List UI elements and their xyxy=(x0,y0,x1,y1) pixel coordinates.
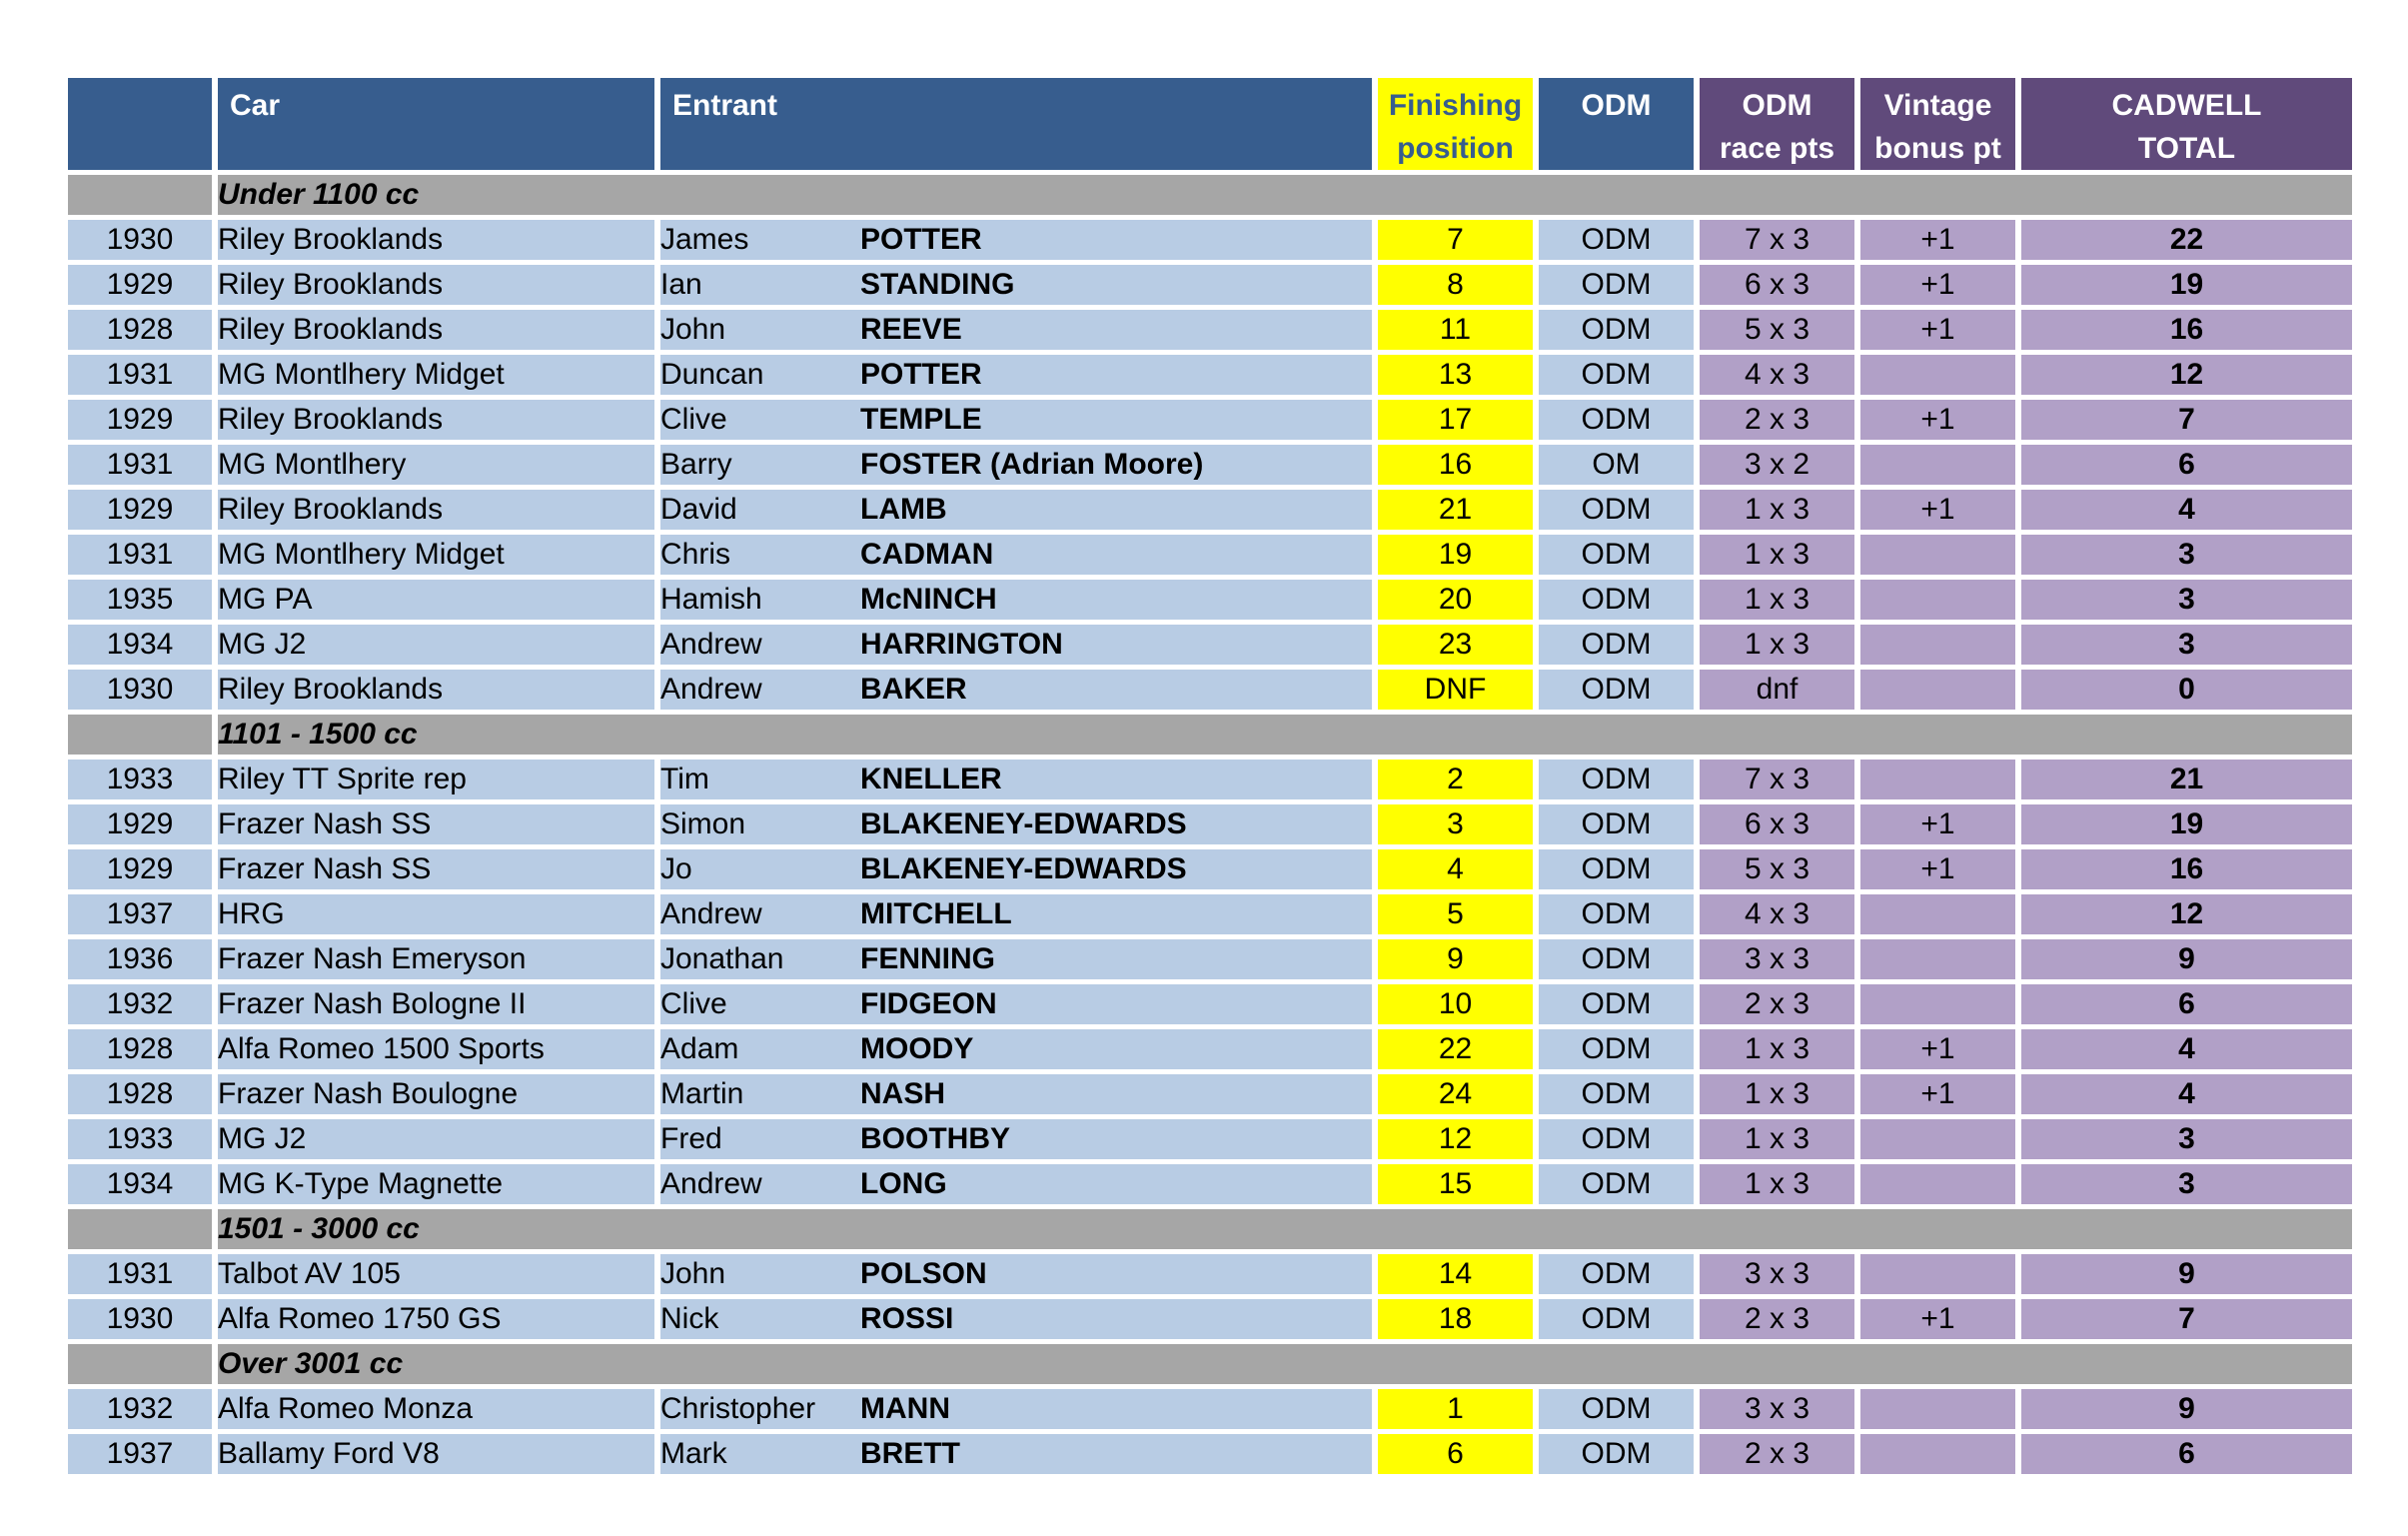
odm-cell: ODM xyxy=(1539,760,1694,799)
entrant-cell xyxy=(660,984,1372,1024)
entrant-first-name: Clive xyxy=(660,987,727,1020)
odm-cell: ODM xyxy=(1539,939,1694,979)
odm-cell: ODM xyxy=(1539,355,1694,395)
year-cell: 1934 xyxy=(68,625,212,665)
table-row xyxy=(68,1164,2352,1204)
header-odm: ODM xyxy=(1539,78,1694,170)
race-pts-cell: 6 x 3 xyxy=(1700,265,1854,305)
odm-cell: ODM xyxy=(1539,670,1694,710)
header-car: Car xyxy=(218,78,654,170)
vintage-bonus-cell: +1 xyxy=(1860,1074,2015,1114)
header-year-cell xyxy=(68,78,212,170)
vintage-bonus-cell xyxy=(1860,894,2015,934)
race-pts-cell: 1 x 3 xyxy=(1700,1119,1854,1159)
entrant-last-name: FIDGEON xyxy=(860,987,997,1020)
header-finishing-position: Finishing position xyxy=(1378,78,1533,170)
car-cell: Riley Brooklands xyxy=(218,490,654,530)
vintage-bonus-cell xyxy=(1860,445,2015,485)
finishing-position-cell: 22 xyxy=(1378,1029,1533,1069)
finishing-position-cell: 14 xyxy=(1378,1254,1533,1294)
table-row xyxy=(68,1119,2352,1159)
vintage-bonus-cell: +1 xyxy=(1860,265,2015,305)
entrant-first-name: Andrew xyxy=(660,628,762,661)
finishing-position-cell: 4 xyxy=(1378,849,1533,889)
table-row xyxy=(68,894,2352,934)
results-table xyxy=(62,73,2358,1479)
entrant-cell xyxy=(660,1119,1372,1159)
entrant-cell xyxy=(660,625,1372,665)
table-row xyxy=(68,760,2352,799)
category-row xyxy=(68,175,2352,215)
race-pts-cell: 1 x 3 xyxy=(1700,1164,1854,1204)
table-row xyxy=(68,984,2352,1024)
vintage-bonus-cell xyxy=(1860,984,2015,1024)
entrant-last-name: POTTER xyxy=(860,223,982,256)
vintage-bonus-cell: +1 xyxy=(1860,1299,2015,1339)
race-pts-cell: 1 x 3 xyxy=(1700,580,1854,620)
entrant-first-name: Christopher xyxy=(660,1392,816,1425)
entrant-cell xyxy=(660,535,1372,575)
table-row xyxy=(68,1029,2352,1069)
cadwell-total-cell: 21 xyxy=(2021,760,2352,799)
car-cell: Alfa Romeo Monza xyxy=(218,1389,654,1429)
entrant-first-name: Simon xyxy=(660,807,746,840)
race-pts-cell: 3 x 2 xyxy=(1700,445,1854,485)
cadwell-total-cell: 6 xyxy=(2021,1434,2352,1474)
category-row xyxy=(68,1209,2352,1249)
entrant-last-name: BLAKENEY-EDWARDS xyxy=(860,807,1187,840)
car-cell: MG Montlhery Midget xyxy=(218,355,654,395)
cadwell-total-cell: 12 xyxy=(2021,355,2352,395)
vintage-bonus-cell xyxy=(1860,939,2015,979)
odm-cell: ODM xyxy=(1539,580,1694,620)
header-entrant: Entrant xyxy=(660,78,1372,170)
vintage-bonus-cell xyxy=(1860,625,2015,665)
entrant-first-name: John xyxy=(660,313,726,346)
entrant-cell xyxy=(660,1164,1372,1204)
finishing-position-cell: 18 xyxy=(1378,1299,1533,1339)
odm-cell: ODM xyxy=(1539,1119,1694,1159)
race-pts-cell: 1 x 3 xyxy=(1700,490,1854,530)
table-row xyxy=(68,400,2352,440)
header-cadwell-total: CADWELL TOTAL xyxy=(2021,78,2352,170)
year-cell: 1928 xyxy=(68,310,212,350)
year-cell: 1931 xyxy=(68,355,212,395)
category-spacer xyxy=(68,715,212,755)
cadwell-total-cell: 3 xyxy=(2021,625,2352,665)
entrant-first-name: Andrew xyxy=(660,1167,762,1200)
year-cell: 1933 xyxy=(68,1119,212,1159)
year-cell: 1928 xyxy=(68,1029,212,1069)
table-row xyxy=(68,1389,2352,1429)
odm-cell: ODM xyxy=(1539,220,1694,260)
cadwell-total-cell: 9 xyxy=(2021,1254,2352,1294)
finishing-position-cell: 11 xyxy=(1378,310,1533,350)
entrant-cell xyxy=(660,220,1372,260)
table-row xyxy=(68,580,2352,620)
cadwell-total-cell: 16 xyxy=(2021,849,2352,889)
finishing-position-cell: 12 xyxy=(1378,1119,1533,1159)
entrant-last-name: LONG xyxy=(860,1167,947,1200)
entrant-cell xyxy=(660,760,1372,799)
car-cell: Alfa Romeo 1750 GS xyxy=(218,1299,654,1339)
vintage-bonus-cell xyxy=(1860,1164,2015,1204)
race-pts-cell: 2 x 3 xyxy=(1700,1299,1854,1339)
table-row xyxy=(68,670,2352,710)
entrant-first-name: Chris xyxy=(660,538,731,571)
entrant-cell xyxy=(660,1254,1372,1294)
cadwell-total-cell: 3 xyxy=(2021,1119,2352,1159)
odm-cell: ODM xyxy=(1539,265,1694,305)
entrant-last-name: CADMAN xyxy=(860,538,994,571)
odm-cell: ODM xyxy=(1539,310,1694,350)
finishing-position-cell: 1 xyxy=(1378,1389,1533,1429)
odm-cell: ODM xyxy=(1539,894,1694,934)
cadwell-total-cell: 3 xyxy=(2021,1164,2352,1204)
entrant-cell xyxy=(660,355,1372,395)
car-cell: Frazer Nash SS xyxy=(218,849,654,889)
entrant-cell xyxy=(660,1299,1372,1339)
table-row xyxy=(68,1434,2352,1474)
year-cell: 1928 xyxy=(68,1074,212,1114)
table-row xyxy=(68,535,2352,575)
category-label: Under 1100 cc xyxy=(218,175,2352,215)
odm-cell: ODM xyxy=(1539,1389,1694,1429)
year-cell: 1931 xyxy=(68,535,212,575)
odm-cell: ODM xyxy=(1539,804,1694,844)
cadwell-total-cell: 4 xyxy=(2021,1029,2352,1069)
car-cell: HRG xyxy=(218,894,654,934)
entrant-last-name: MANN xyxy=(860,1392,950,1425)
entrant-first-name: Ian xyxy=(660,268,702,301)
entrant-last-name: REEVE xyxy=(860,313,962,346)
cadwell-total-cell: 7 xyxy=(2021,400,2352,440)
entrant-last-name: KNELLER xyxy=(860,763,1002,795)
entrant-first-name: Jo xyxy=(660,852,692,885)
year-cell: 1932 xyxy=(68,1389,212,1429)
entrant-first-name: Jonathan xyxy=(660,942,784,975)
entrant-cell xyxy=(660,1029,1372,1069)
entrant-cell xyxy=(660,580,1372,620)
year-cell: 1930 xyxy=(68,220,212,260)
finishing-position-cell: 24 xyxy=(1378,1074,1533,1114)
vintage-bonus-cell xyxy=(1860,1119,2015,1159)
year-cell: 1932 xyxy=(68,984,212,1024)
finishing-position-cell: 23 xyxy=(1378,625,1533,665)
race-pts-cell: 1 x 3 xyxy=(1700,1074,1854,1114)
table-body xyxy=(68,175,2352,1474)
year-cell: 1931 xyxy=(68,1254,212,1294)
table-row xyxy=(68,1254,2352,1294)
category-spacer xyxy=(68,1209,212,1249)
year-cell: 1929 xyxy=(68,804,212,844)
race-pts-cell: 7 x 3 xyxy=(1700,760,1854,799)
car-cell: Riley Brooklands xyxy=(218,670,654,710)
year-cell: 1929 xyxy=(68,849,212,889)
entrant-cell xyxy=(660,670,1372,710)
vintage-bonus-cell: +1 xyxy=(1860,400,2015,440)
category-label: 1101 - 1500 cc xyxy=(218,715,2352,755)
finishing-position-cell: 9 xyxy=(1378,939,1533,979)
entrant-cell xyxy=(660,1434,1372,1474)
cadwell-total-cell: 12 xyxy=(2021,894,2352,934)
cadwell-total-cell: 6 xyxy=(2021,445,2352,485)
cadwell-total-cell: 4 xyxy=(2021,1074,2352,1114)
vintage-bonus-cell xyxy=(1860,1434,2015,1474)
race-pts-cell: 5 x 3 xyxy=(1700,310,1854,350)
table-row xyxy=(68,355,2352,395)
entrant-cell xyxy=(660,310,1372,350)
cadwell-total-cell: 9 xyxy=(2021,1389,2352,1429)
table-header xyxy=(68,78,2352,170)
vintage-bonus-cell xyxy=(1860,760,2015,799)
entrant-cell xyxy=(660,894,1372,934)
entrant-last-name: BAKER xyxy=(860,673,967,706)
header-vintage-bonus: Vintage bonus pt xyxy=(1860,78,2015,170)
entrant-cell xyxy=(660,804,1372,844)
entrant-last-name: NASH xyxy=(860,1077,946,1110)
vintage-bonus-cell: +1 xyxy=(1860,1029,2015,1069)
entrant-last-name: POTTER xyxy=(860,358,982,391)
race-pts-cell: 7 x 3 xyxy=(1700,220,1854,260)
car-cell: MG Montlhery xyxy=(218,445,654,485)
car-cell: MG J2 xyxy=(218,625,654,665)
cadwell-total-cell: 3 xyxy=(2021,535,2352,575)
cadwell-total-cell: 3 xyxy=(2021,580,2352,620)
entrant-first-name: Barry xyxy=(660,448,732,481)
finishing-position-cell: 17 xyxy=(1378,400,1533,440)
vintage-bonus-cell xyxy=(1860,1254,2015,1294)
entrant-cell xyxy=(660,1074,1372,1114)
car-cell: Talbot AV 105 xyxy=(218,1254,654,1294)
car-cell: Frazer Nash Boulogne xyxy=(218,1074,654,1114)
category-spacer xyxy=(68,175,212,215)
entrant-first-name: Fred xyxy=(660,1122,722,1155)
entrant-last-name: HARRINGTON xyxy=(860,628,1063,661)
entrant-last-name: BRETT xyxy=(860,1437,960,1470)
race-pts-cell: 2 x 3 xyxy=(1700,400,1854,440)
car-cell: Riley TT Sprite rep xyxy=(218,760,654,799)
car-cell: MG J2 xyxy=(218,1119,654,1159)
odm-cell: ODM xyxy=(1539,625,1694,665)
car-cell: Riley Brooklands xyxy=(218,265,654,305)
table-row xyxy=(68,220,2352,260)
odm-cell: OM xyxy=(1539,445,1694,485)
entrant-last-name: FENNING xyxy=(860,942,995,975)
finishing-position-cell: 6 xyxy=(1378,1434,1533,1474)
car-cell: Alfa Romeo 1500 Sports xyxy=(218,1029,654,1069)
table-row xyxy=(68,849,2352,889)
cadwell-total-cell: 4 xyxy=(2021,490,2352,530)
vintage-bonus-cell: +1 xyxy=(1860,310,2015,350)
race-pts-cell: 4 x 3 xyxy=(1700,894,1854,934)
finishing-position-cell: 19 xyxy=(1378,535,1533,575)
entrant-first-name: Andrew xyxy=(660,673,762,706)
entrant-first-name: Tim xyxy=(660,763,709,795)
car-cell: Ballamy Ford V8 xyxy=(218,1434,654,1474)
table-row xyxy=(68,1074,2352,1114)
odm-cell: ODM xyxy=(1539,490,1694,530)
year-cell: 1935 xyxy=(68,580,212,620)
odm-cell: ODM xyxy=(1539,1254,1694,1294)
race-pts-cell: 5 x 3 xyxy=(1700,849,1854,889)
cadwell-total-cell: 0 xyxy=(2021,670,2352,710)
entrant-last-name: FOSTER (Adrian Moore) xyxy=(860,448,1204,481)
odm-cell: ODM xyxy=(1539,1164,1694,1204)
table-row xyxy=(68,625,2352,665)
vintage-bonus-cell: +1 xyxy=(1860,490,2015,530)
entrant-first-name: David xyxy=(660,493,737,526)
entrant-first-name: Hamish xyxy=(660,583,762,616)
category-row xyxy=(68,1344,2352,1384)
entrant-first-name: John xyxy=(660,1257,726,1290)
finishing-position-cell: 2 xyxy=(1378,760,1533,799)
entrant-first-name: Andrew xyxy=(660,897,762,930)
car-cell: Frazer Nash Bologne II xyxy=(218,984,654,1024)
finishing-position-cell: 15 xyxy=(1378,1164,1533,1204)
odm-cell: ODM xyxy=(1539,1074,1694,1114)
car-cell: MG PA xyxy=(218,580,654,620)
vintage-bonus-cell xyxy=(1860,1389,2015,1429)
year-cell: 1934 xyxy=(68,1164,212,1204)
table-row xyxy=(68,445,2352,485)
entrant-first-name: Nick xyxy=(660,1302,719,1335)
entrant-cell xyxy=(660,1389,1372,1429)
year-cell: 1930 xyxy=(68,670,212,710)
car-cell: Frazer Nash Emeryson xyxy=(218,939,654,979)
entrant-cell xyxy=(660,939,1372,979)
entrant-last-name: ROSSI xyxy=(860,1302,954,1335)
vintage-bonus-cell xyxy=(1860,670,2015,710)
odm-cell: ODM xyxy=(1539,1029,1694,1069)
entrant-last-name: BOOTHBY xyxy=(860,1122,1010,1155)
entrant-last-name: POLSON xyxy=(860,1257,987,1290)
cadwell-total-cell: 6 xyxy=(2021,984,2352,1024)
finishing-position-cell: DNF xyxy=(1378,670,1533,710)
finishing-position-cell: 10 xyxy=(1378,984,1533,1024)
car-cell: MG K-Type Magnette xyxy=(218,1164,654,1204)
entrant-last-name: MOODY xyxy=(860,1032,974,1065)
cadwell-total-cell: 22 xyxy=(2021,220,2352,260)
finishing-position-cell: 13 xyxy=(1378,355,1533,395)
entrant-cell xyxy=(660,445,1372,485)
vintage-bonus-cell: +1 xyxy=(1860,804,2015,844)
odm-cell: ODM xyxy=(1539,1434,1694,1474)
race-pts-cell: 3 x 3 xyxy=(1700,1389,1854,1429)
table-row xyxy=(68,490,2352,530)
vintage-bonus-cell xyxy=(1860,535,2015,575)
car-cell: Frazer Nash SS xyxy=(218,804,654,844)
race-pts-cell: 6 x 3 xyxy=(1700,804,1854,844)
entrant-last-name: BLAKENEY-EDWARDS xyxy=(860,852,1187,885)
table-row xyxy=(68,939,2352,979)
category-label: 1501 - 3000 cc xyxy=(218,1209,2352,1249)
entrant-last-name: TEMPLE xyxy=(860,403,982,436)
finishing-position-cell: 7 xyxy=(1378,220,1533,260)
car-cell: Riley Brooklands xyxy=(218,400,654,440)
race-pts-cell: 3 x 3 xyxy=(1700,939,1854,979)
table-row xyxy=(68,804,2352,844)
finishing-position-cell: 20 xyxy=(1378,580,1533,620)
odm-cell: ODM xyxy=(1539,1299,1694,1339)
category-row xyxy=(68,715,2352,755)
entrant-first-name: Martin xyxy=(660,1077,744,1110)
finishing-position-cell: 5 xyxy=(1378,894,1533,934)
entrant-first-name: James xyxy=(660,223,749,256)
finishing-position-cell: 16 xyxy=(1378,445,1533,485)
entrant-cell xyxy=(660,849,1372,889)
cadwell-total-cell: 19 xyxy=(2021,265,2352,305)
cadwell-total-cell: 9 xyxy=(2021,939,2352,979)
table-row xyxy=(68,1299,2352,1339)
entrant-first-name: Clive xyxy=(660,403,727,436)
race-pts-cell: 1 x 3 xyxy=(1700,625,1854,665)
entrant-last-name: LAMB xyxy=(860,493,947,526)
entrant-first-name: Mark xyxy=(660,1437,727,1470)
cadwell-total-cell: 16 xyxy=(2021,310,2352,350)
finishing-position-cell: 3 xyxy=(1378,804,1533,844)
car-cell: Riley Brooklands xyxy=(218,310,654,350)
odm-cell: ODM xyxy=(1539,849,1694,889)
table-row xyxy=(68,265,2352,305)
finishing-position-cell: 21 xyxy=(1378,490,1533,530)
finishing-position-cell: 8 xyxy=(1378,265,1533,305)
vintage-bonus-cell xyxy=(1860,355,2015,395)
cadwell-total-cell: 7 xyxy=(2021,1299,2352,1339)
category-label: Over 3001 cc xyxy=(218,1344,2352,1384)
race-pts-cell: 2 x 3 xyxy=(1700,984,1854,1024)
odm-cell: ODM xyxy=(1539,535,1694,575)
vintage-bonus-cell: +1 xyxy=(1860,220,2015,260)
entrant-cell xyxy=(660,400,1372,440)
year-cell: 1931 xyxy=(68,445,212,485)
year-cell: 1936 xyxy=(68,939,212,979)
entrant-last-name: STANDING xyxy=(860,268,1015,301)
entrant-first-name: Duncan xyxy=(660,358,764,391)
race-pts-cell: 3 x 3 xyxy=(1700,1254,1854,1294)
table-row xyxy=(68,310,2352,350)
race-pts-cell: 2 x 3 xyxy=(1700,1434,1854,1474)
cadwell-total-cell: 19 xyxy=(2021,804,2352,844)
car-cell: MG Montlhery Midget xyxy=(218,535,654,575)
entrant-cell xyxy=(660,490,1372,530)
race-pts-cell: 1 x 3 xyxy=(1700,535,1854,575)
race-pts-cell: 1 x 3 xyxy=(1700,1029,1854,1069)
race-pts-cell: dnf xyxy=(1700,670,1854,710)
header-odm-race-pts: ODM race pts xyxy=(1700,78,1854,170)
car-cell: Riley Brooklands xyxy=(218,220,654,260)
vintage-bonus-cell: +1 xyxy=(1860,849,2015,889)
vintage-bonus-cell xyxy=(1860,580,2015,620)
entrant-cell xyxy=(660,265,1372,305)
race-pts-cell: 4 x 3 xyxy=(1700,355,1854,395)
odm-cell: ODM xyxy=(1539,984,1694,1024)
year-cell: 1937 xyxy=(68,894,212,934)
entrant-last-name: MITCHELL xyxy=(860,897,1012,930)
year-cell: 1933 xyxy=(68,760,212,799)
year-cell: 1930 xyxy=(68,1299,212,1339)
year-cell: 1929 xyxy=(68,265,212,305)
odm-cell: ODM xyxy=(1539,400,1694,440)
entrant-last-name: McNINCH xyxy=(860,583,997,616)
entrant-first-name: Adam xyxy=(660,1032,739,1065)
year-cell: 1937 xyxy=(68,1434,212,1474)
category-spacer xyxy=(68,1344,212,1384)
year-cell: 1929 xyxy=(68,490,212,530)
year-cell: 1929 xyxy=(68,400,212,440)
